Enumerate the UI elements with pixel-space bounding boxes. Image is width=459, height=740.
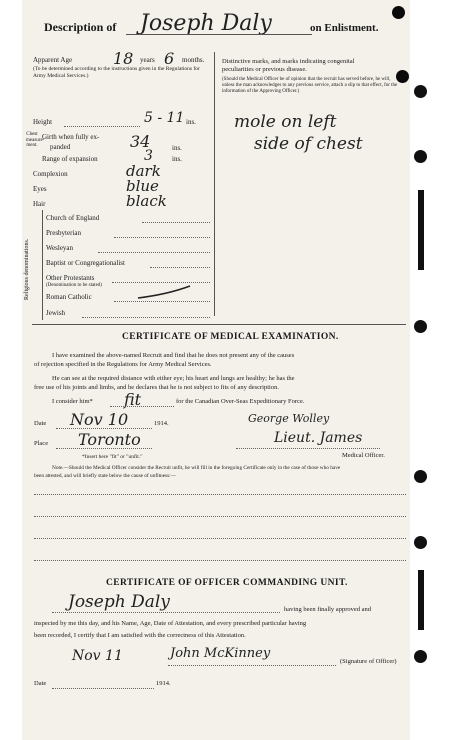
chest-range-value: 3 — [144, 148, 153, 164]
age-months-label: months. — [182, 56, 205, 64]
medical-note-1: Note.—Should the Medical Officer consider the Recruit unfit, he will fill in the foregoing Certificate only in the case of those who have — [52, 465, 341, 471]
medical-date-line — [56, 428, 152, 429]
officer-signature: John McKinney — [170, 646, 271, 661]
religion-jewish: Jewish — [46, 309, 66, 317]
medical-footnote: *Insert here "fit" or "unfit." — [82, 454, 143, 460]
unfitness-line-4 — [34, 560, 406, 561]
religion-church-of-england: Church of England — [46, 214, 100, 222]
religion-line-7 — [82, 317, 210, 318]
chest-side-label: Chest measure-ment. — [26, 132, 45, 148]
binder-hole — [414, 470, 427, 483]
unfitness-line-1 — [34, 494, 406, 495]
officer-signature-line — [168, 665, 336, 666]
religion-line-3 — [98, 252, 210, 253]
height-leader — [64, 126, 140, 127]
distinctive-heading-1: Distinctive marks, and marks indicating congenital — [222, 58, 355, 65]
chest-girth-label-1: Girth when fully ex- — [42, 133, 100, 141]
officer-line2: inspected by me this day, and his Name, Age, Date of Attestation, and every prescribed particular having — [34, 620, 307, 627]
title-underline — [126, 34, 312, 35]
unfitness-line-3 — [34, 538, 406, 539]
binder-hole — [414, 150, 427, 163]
title-suffix: on Enlistment. — [310, 22, 379, 34]
officer-date-label: Date — [34, 680, 47, 687]
medical-fit-value: fit — [124, 390, 142, 409]
section-rule — [32, 324, 406, 325]
complexion-value: dark — [126, 162, 161, 180]
officer-date-line — [52, 688, 154, 689]
attestation-page — [22, 0, 410, 740]
religion-line-5 — [112, 282, 210, 283]
religion-line-4 — [150, 267, 210, 268]
medical-consider-pre: I consider him* — [52, 398, 93, 405]
height-label: Height — [33, 118, 53, 126]
distinctive-marks-2: side of chest — [254, 134, 363, 154]
religion-baptist: Baptist or Congregationalist — [46, 259, 125, 267]
medical-para2-a: He can see at the required distance with either eye; his heart and lungs are healthy; he has the — [52, 375, 295, 382]
chest-girth-unit: ins. — [172, 144, 182, 152]
religion-wesleyan: Wesleyan — [46, 244, 74, 252]
medical-year: 1914. — [154, 420, 169, 427]
officer-year: 1914. — [156, 680, 171, 687]
punch-hole — [396, 70, 409, 83]
officer-name-line — [52, 612, 280, 613]
medical-para2-b: free use of his joints and limbs, and he declares that he is not subject to fits of any description. — [34, 384, 279, 391]
medical-heading: CERTIFICATE OF MEDICAL EXAMINATION. — [122, 332, 339, 342]
officer-recruit-name: Joseph Daly — [68, 592, 170, 612]
chest-range-label: Range of expansion — [42, 155, 98, 163]
punch-hole — [392, 6, 405, 19]
officer-date-value: Nov 11 — [72, 648, 123, 664]
chest-range-unit: ins. — [172, 155, 182, 163]
medical-place-value: Toronto — [78, 430, 141, 449]
unfitness-line-2 — [34, 516, 406, 517]
column-divider — [214, 52, 215, 316]
medical-consider-post: for the Canadian Over-Seas Expeditionary Force. — [176, 398, 305, 405]
medical-place-line — [56, 448, 152, 449]
officer-heading: CERTIFICATE OF OFFICER COMMANDING UNIT. — [106, 578, 348, 588]
left-margin — [0, 0, 22, 740]
religion-line-2 — [114, 237, 210, 238]
binder-tab — [418, 570, 424, 630]
medical-note-2: been attested, and will briefly state below the cause of unfitness:— — [34, 473, 176, 479]
hair-label: Hair — [33, 200, 46, 208]
medical-date-value: Nov 10 — [70, 410, 129, 429]
officer-signature-label: (Signature of Officer) — [340, 658, 397, 665]
chest-girth-label-2: panded — [50, 143, 71, 151]
religion-other-note: (Denomination to be stated) — [46, 283, 102, 288]
religion-side-label: Religious denominations. — [24, 238, 30, 300]
medical-para1-b: of rejection specified in the Regulations for Army Medical Services. — [34, 361, 212, 368]
height-unit: ins. — [186, 118, 196, 126]
medical-signature-1: George Wolley — [248, 412, 330, 425]
medical-date-label: Date — [34, 420, 47, 427]
distinctive-heading-2: peculiarities or previous disease. — [222, 66, 307, 73]
religion-line-1 — [142, 222, 210, 223]
officer-line3: been recorded, I certify that I am satisfied with the correctness of this Attestation. — [34, 632, 246, 639]
medical-para1-a: I have examined the above-named Recruit and find that he does not present any of the causes — [52, 352, 295, 359]
age-months: 6 — [164, 49, 175, 68]
binder-hole — [414, 85, 427, 98]
binder-hole — [414, 320, 427, 333]
hair-value: black — [126, 192, 167, 210]
binder-hole — [414, 650, 427, 663]
age-label: Apparent Age — [33, 56, 73, 64]
height-value: 5 - 11 — [144, 110, 185, 126]
medical-signature-2: Lieut. James — [274, 430, 363, 446]
age-years-label: years — [140, 56, 155, 64]
religion-presbyterian: Presbyterian — [46, 229, 81, 237]
religion-check-mark — [134, 284, 194, 302]
complexion-label: Complexion — [33, 170, 68, 178]
medical-officer-title: Medical Officer. — [342, 452, 385, 459]
age-years: 18 — [113, 49, 134, 68]
chest-girth-value: 34 — [130, 132, 151, 151]
medical-signature-line — [236, 448, 380, 449]
medical-fit-line — [110, 406, 174, 407]
medical-place-label: Place — [34, 440, 49, 447]
title-name: Joseph Daly — [140, 11, 272, 36]
age-note: (To be determined according to the instructions given in the Regulations for Army Medical Services.) — [33, 66, 200, 79]
distinctive-note: (Should the Medical Officer be of opinion that the recruit has served before, he will, unless the man acknowledges to any previous service, attach a slip to that effect, for the information of the Approving Officer.) — [222, 77, 398, 94]
binder-tab — [418, 190, 424, 270]
distinctive-marks-1: mole on left — [234, 112, 337, 132]
title-prefix: Description of — [44, 20, 117, 34]
officer-line1-post: having been finally approved and — [284, 606, 371, 613]
binder-hole — [414, 536, 427, 549]
religion-other-protestants: Other Protestants — [46, 274, 95, 282]
religion-bracket — [42, 210, 43, 320]
religion-roman-catholic: Roman Catholic — [46, 293, 92, 301]
eyes-value: blue — [126, 177, 159, 195]
eyes-label: Eyes — [33, 185, 47, 193]
